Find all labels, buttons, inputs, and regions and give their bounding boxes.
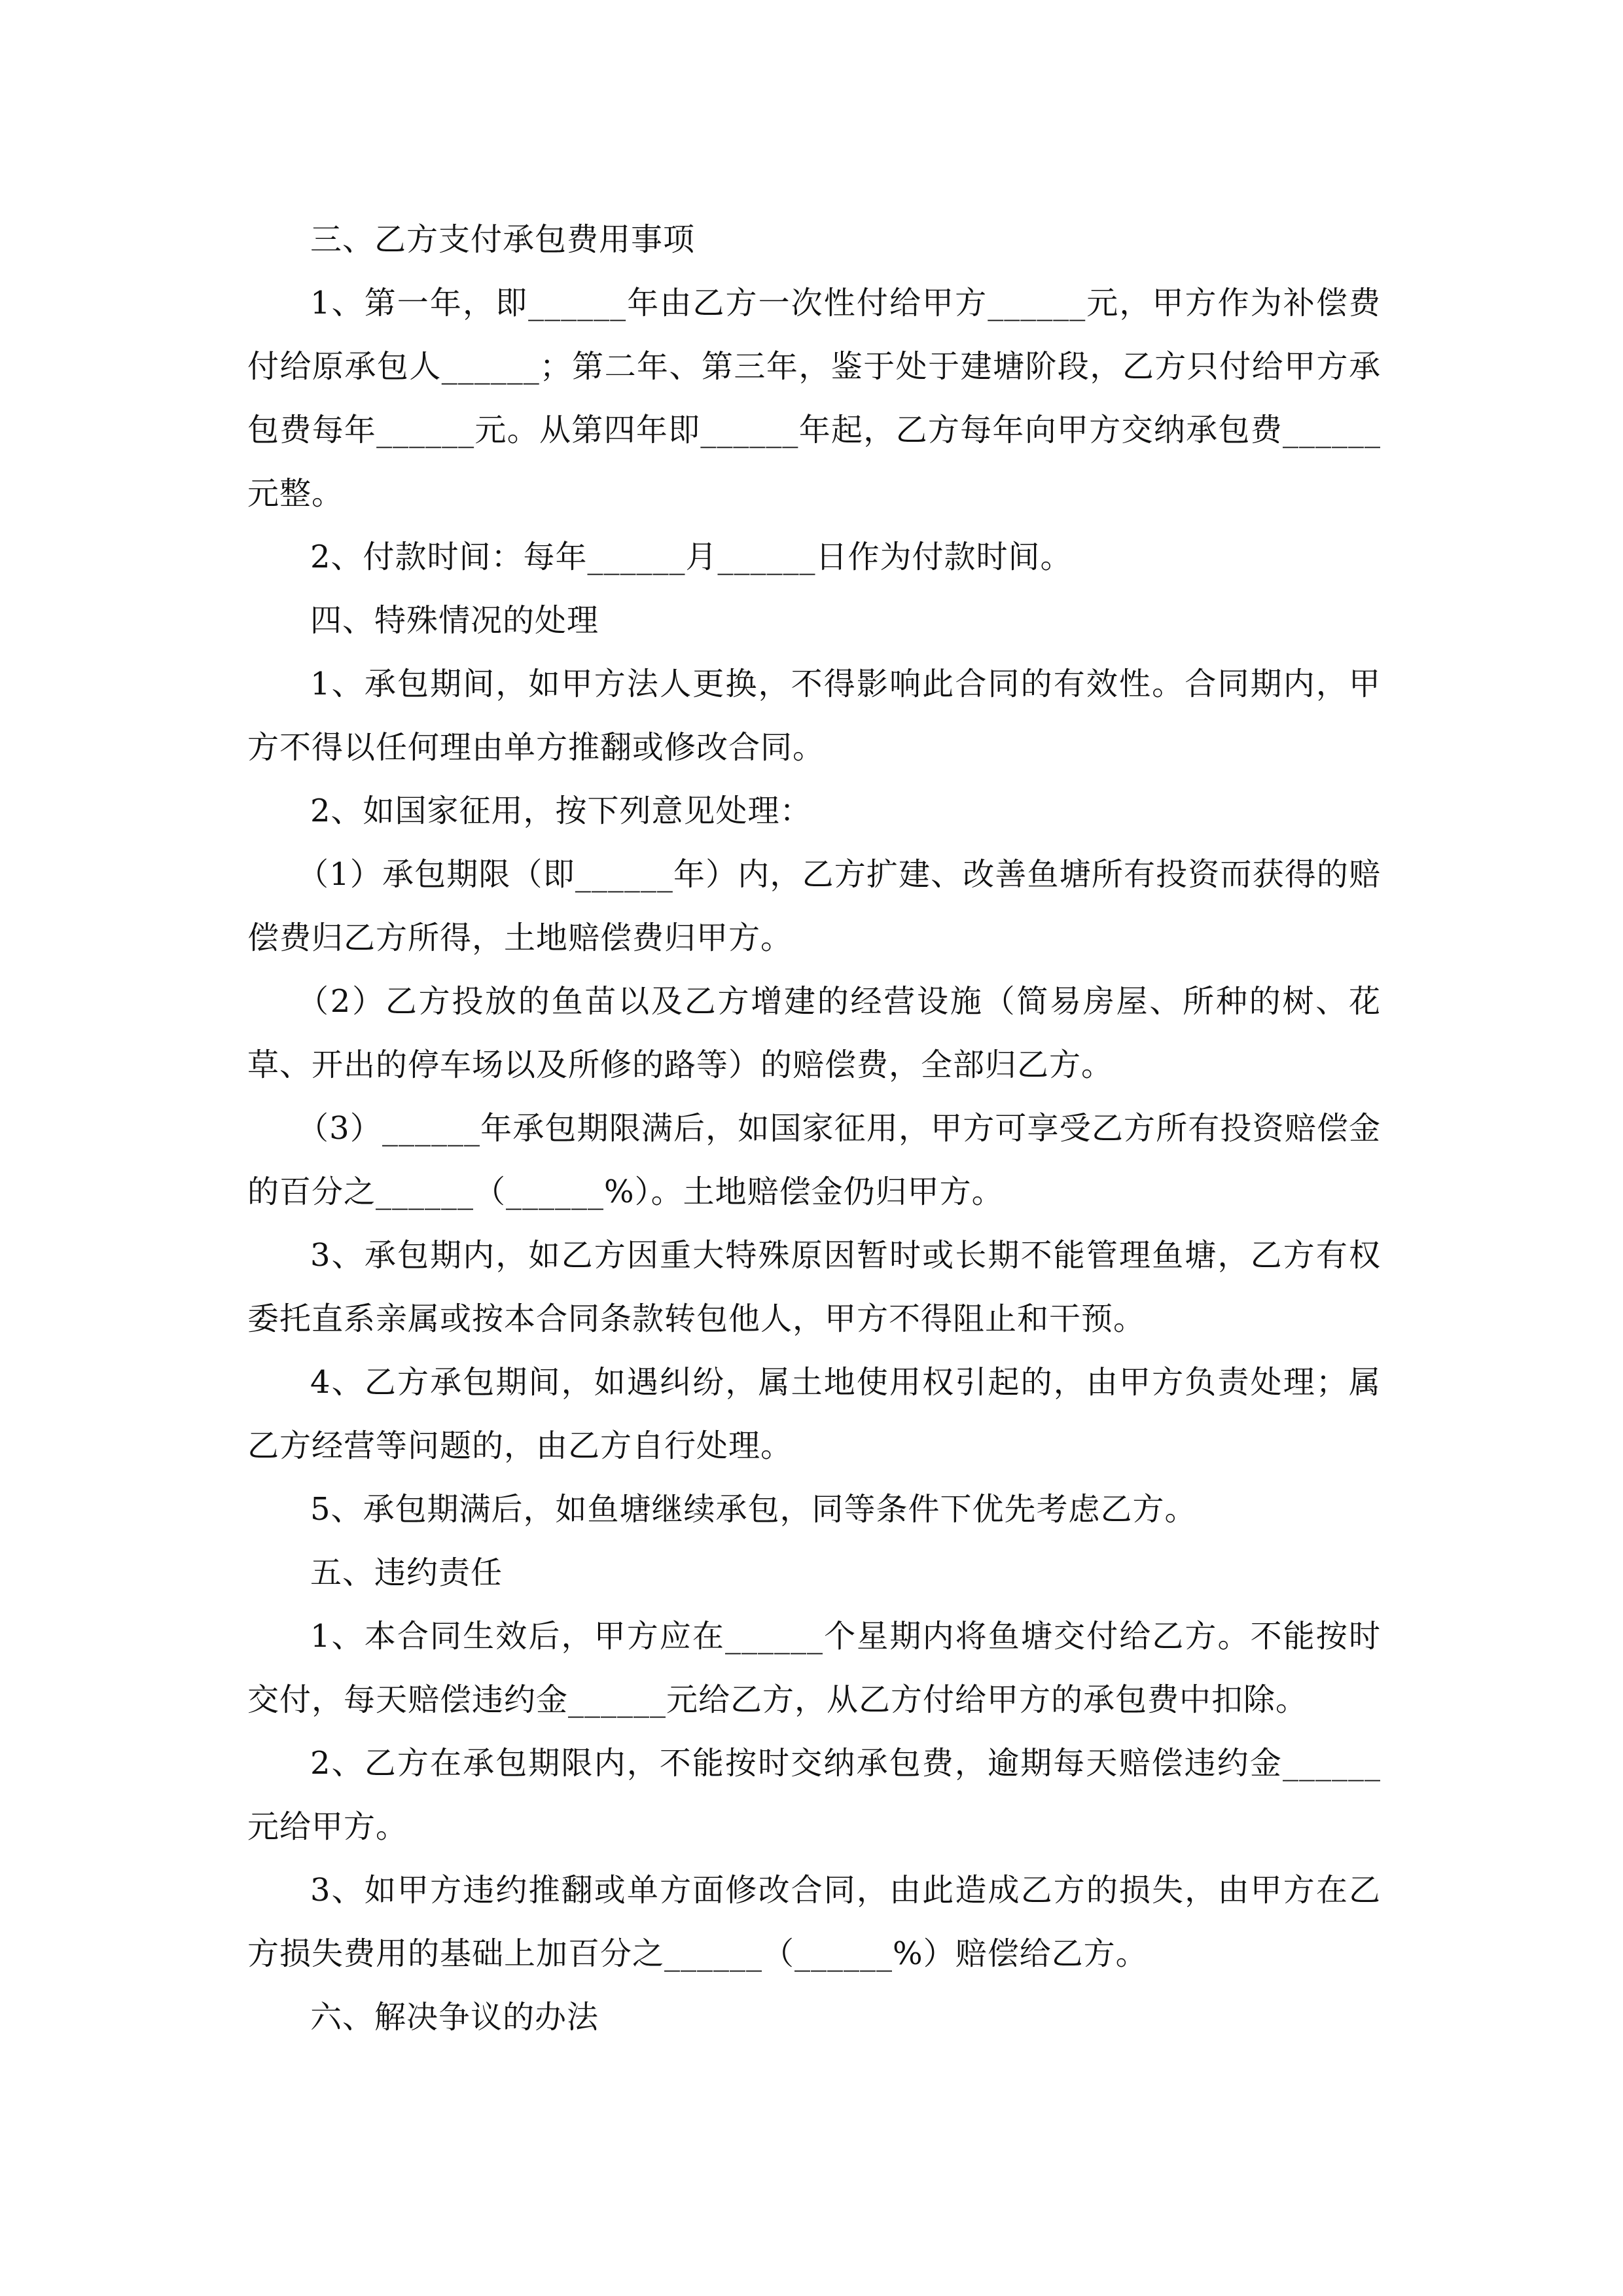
clause-late-payment-penalty: 2、乙方在承包期限内，不能按时交纳承包费，逾期每天赔偿违约金______元给甲方。 [247, 1745, 1381, 1845]
section-heading-payment: 三、乙方支付承包费用事项 [310, 221, 696, 258]
clause-breach-compensation: 3、如甲方违约推翻或单方面修改合同，由此造成乙方的损失，由甲方在乙方损失费用的基础上加百分之______（______%）赔偿给乙方。 [247, 1872, 1381, 1972]
subclause-requisition-1: （1）承包期限（即______年）内，乙方扩建、改善鱼塘所有投资而获得的赔偿费归乙方所得，土地赔偿费归甲方。 [247, 856, 1381, 956]
document-page [247, 208, 1381, 2049]
section-heading-dispute-resolution: 六、解决争议的办法 [310, 1999, 599, 2036]
clause-legal-person-change: 1、承包期间，如甲方法人更换，不得影响此合同的有效性。合同期内，甲方不得以任何理由单方推翻或修改合同。 [247, 666, 1381, 766]
clause-delivery-penalty: 1、本合同生效后，甲方应在______个星期内将鱼塘交付给乙方。不能按时交付，每天赔偿违约金______元给乙方，从乙方付给甲方的承包费中扣除。 [247, 1618, 1381, 1718]
clause-payment-time: 2、付款时间：每年______月______日作为付款时间。 [310, 539, 1073, 575]
clause-renewal-priority: 5、承包期满后，如鱼塘继续承包，同等条件下优先考虑乙方。 [310, 1491, 1197, 1528]
clause-payment-amounts: 1、第一年，即______年由乙方一次性付给甲方______元，甲方作为补偿费付给原承包人______；第二年、第三年，鉴于处于建塘阶段，乙方只付给甲方承包费每年______元。从第四年即______年起，乙方每年向甲方交纳承包费______元整。 [247, 285, 1381, 512]
subclause-requisition-2: （2）乙方投放的鱼苗以及乙方增建的经营设施（简易房屋、所种的树、花草、开出的停车场以及所修的路等）的赔偿费，全部归乙方。 [247, 983, 1381, 1083]
subclause-requisition-3: （3）______年承包期限满后，如国家征用，甲方可享受乙方所有投资赔偿金的百分之______（______%）。土地赔偿金仍归甲方。 [247, 1110, 1381, 1210]
clause-state-requisition: 2、如国家征用，按下列意见处理： [310, 793, 812, 829]
section-heading-special-cases: 四、特殊情况的处理 [310, 602, 599, 639]
clause-subcontract: 3、承包期内，如乙方因重大特殊原因暂时或长期不能管理鱼塘，乙方有权委托直系亲属或按本合同条款转包他人，甲方不得阻止和干预。 [247, 1237, 1381, 1337]
clause-disputes-handling: 4、乙方承包期间，如遇纠纷，属土地使用权引起的，由甲方负责处理；属乙方经营等问题的，由乙方自行处理。 [247, 1364, 1381, 1464]
section-heading-liability: 五、违约责任 [310, 1554, 503, 1591]
